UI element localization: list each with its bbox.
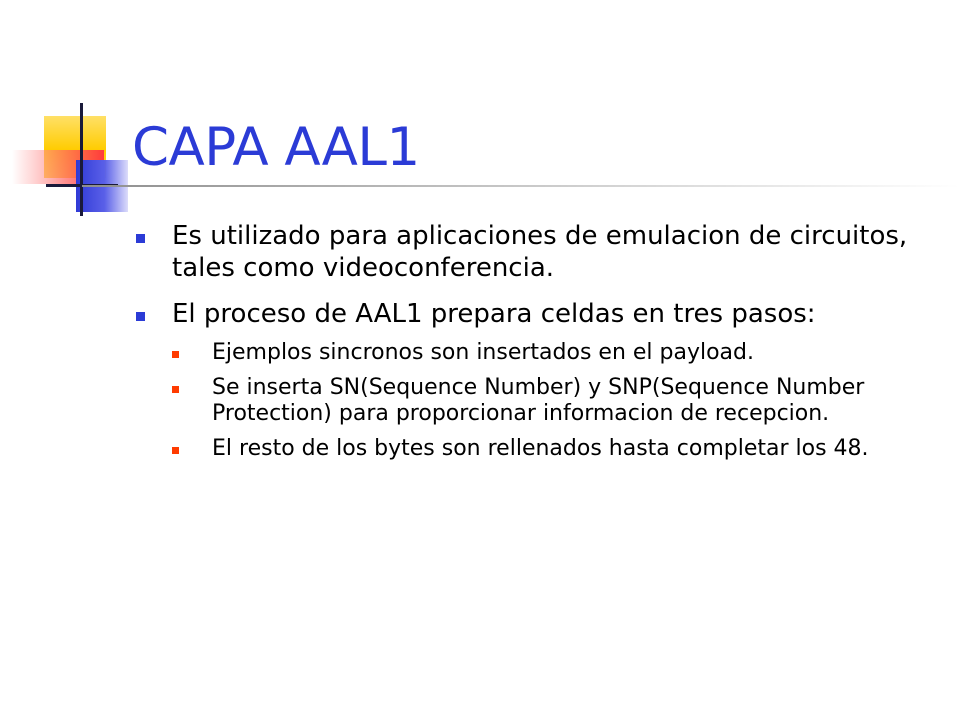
bullet-list bbox=[132, 220, 932, 471]
sub-bullet-square-icon bbox=[172, 447, 179, 454]
sub-bullet-item bbox=[172, 375, 932, 427]
logo-vertical-line bbox=[80, 103, 83, 216]
bullet-text: Es utilizado para aplicaciones de emulacion de circuitos, tales como videoconferencia. bbox=[172, 221, 908, 283]
sub-bullet-square-icon bbox=[172, 351, 179, 358]
bullet-item bbox=[132, 220, 932, 284]
sub-bullet-text: Ejemplos sincronos son insertados en el payload. bbox=[212, 340, 754, 365]
sub-bullet-item bbox=[172, 436, 932, 462]
sub-bullet-list bbox=[172, 340, 932, 462]
title-underline bbox=[82, 185, 960, 187]
sub-bullet-item bbox=[172, 340, 932, 366]
bullet-text: El proceso de AAL1 prepara celdas en tres pasos: bbox=[172, 299, 816, 329]
sub-bullet-text: Se inserta SN(Sequence Number) y SNP(Sequence Number Protection) para proporcionar informacion de recepcion. bbox=[212, 375, 865, 426]
bullet-square-icon bbox=[136, 234, 145, 243]
sub-bullet-square-icon bbox=[172, 386, 179, 393]
sub-bullet-text: El resto de los bytes son rellenados hasta completar los 48. bbox=[212, 436, 869, 461]
slide-title: CAPA AAL1 bbox=[132, 117, 420, 178]
bullet-item bbox=[132, 298, 932, 462]
bullet-square-icon bbox=[136, 312, 145, 321]
